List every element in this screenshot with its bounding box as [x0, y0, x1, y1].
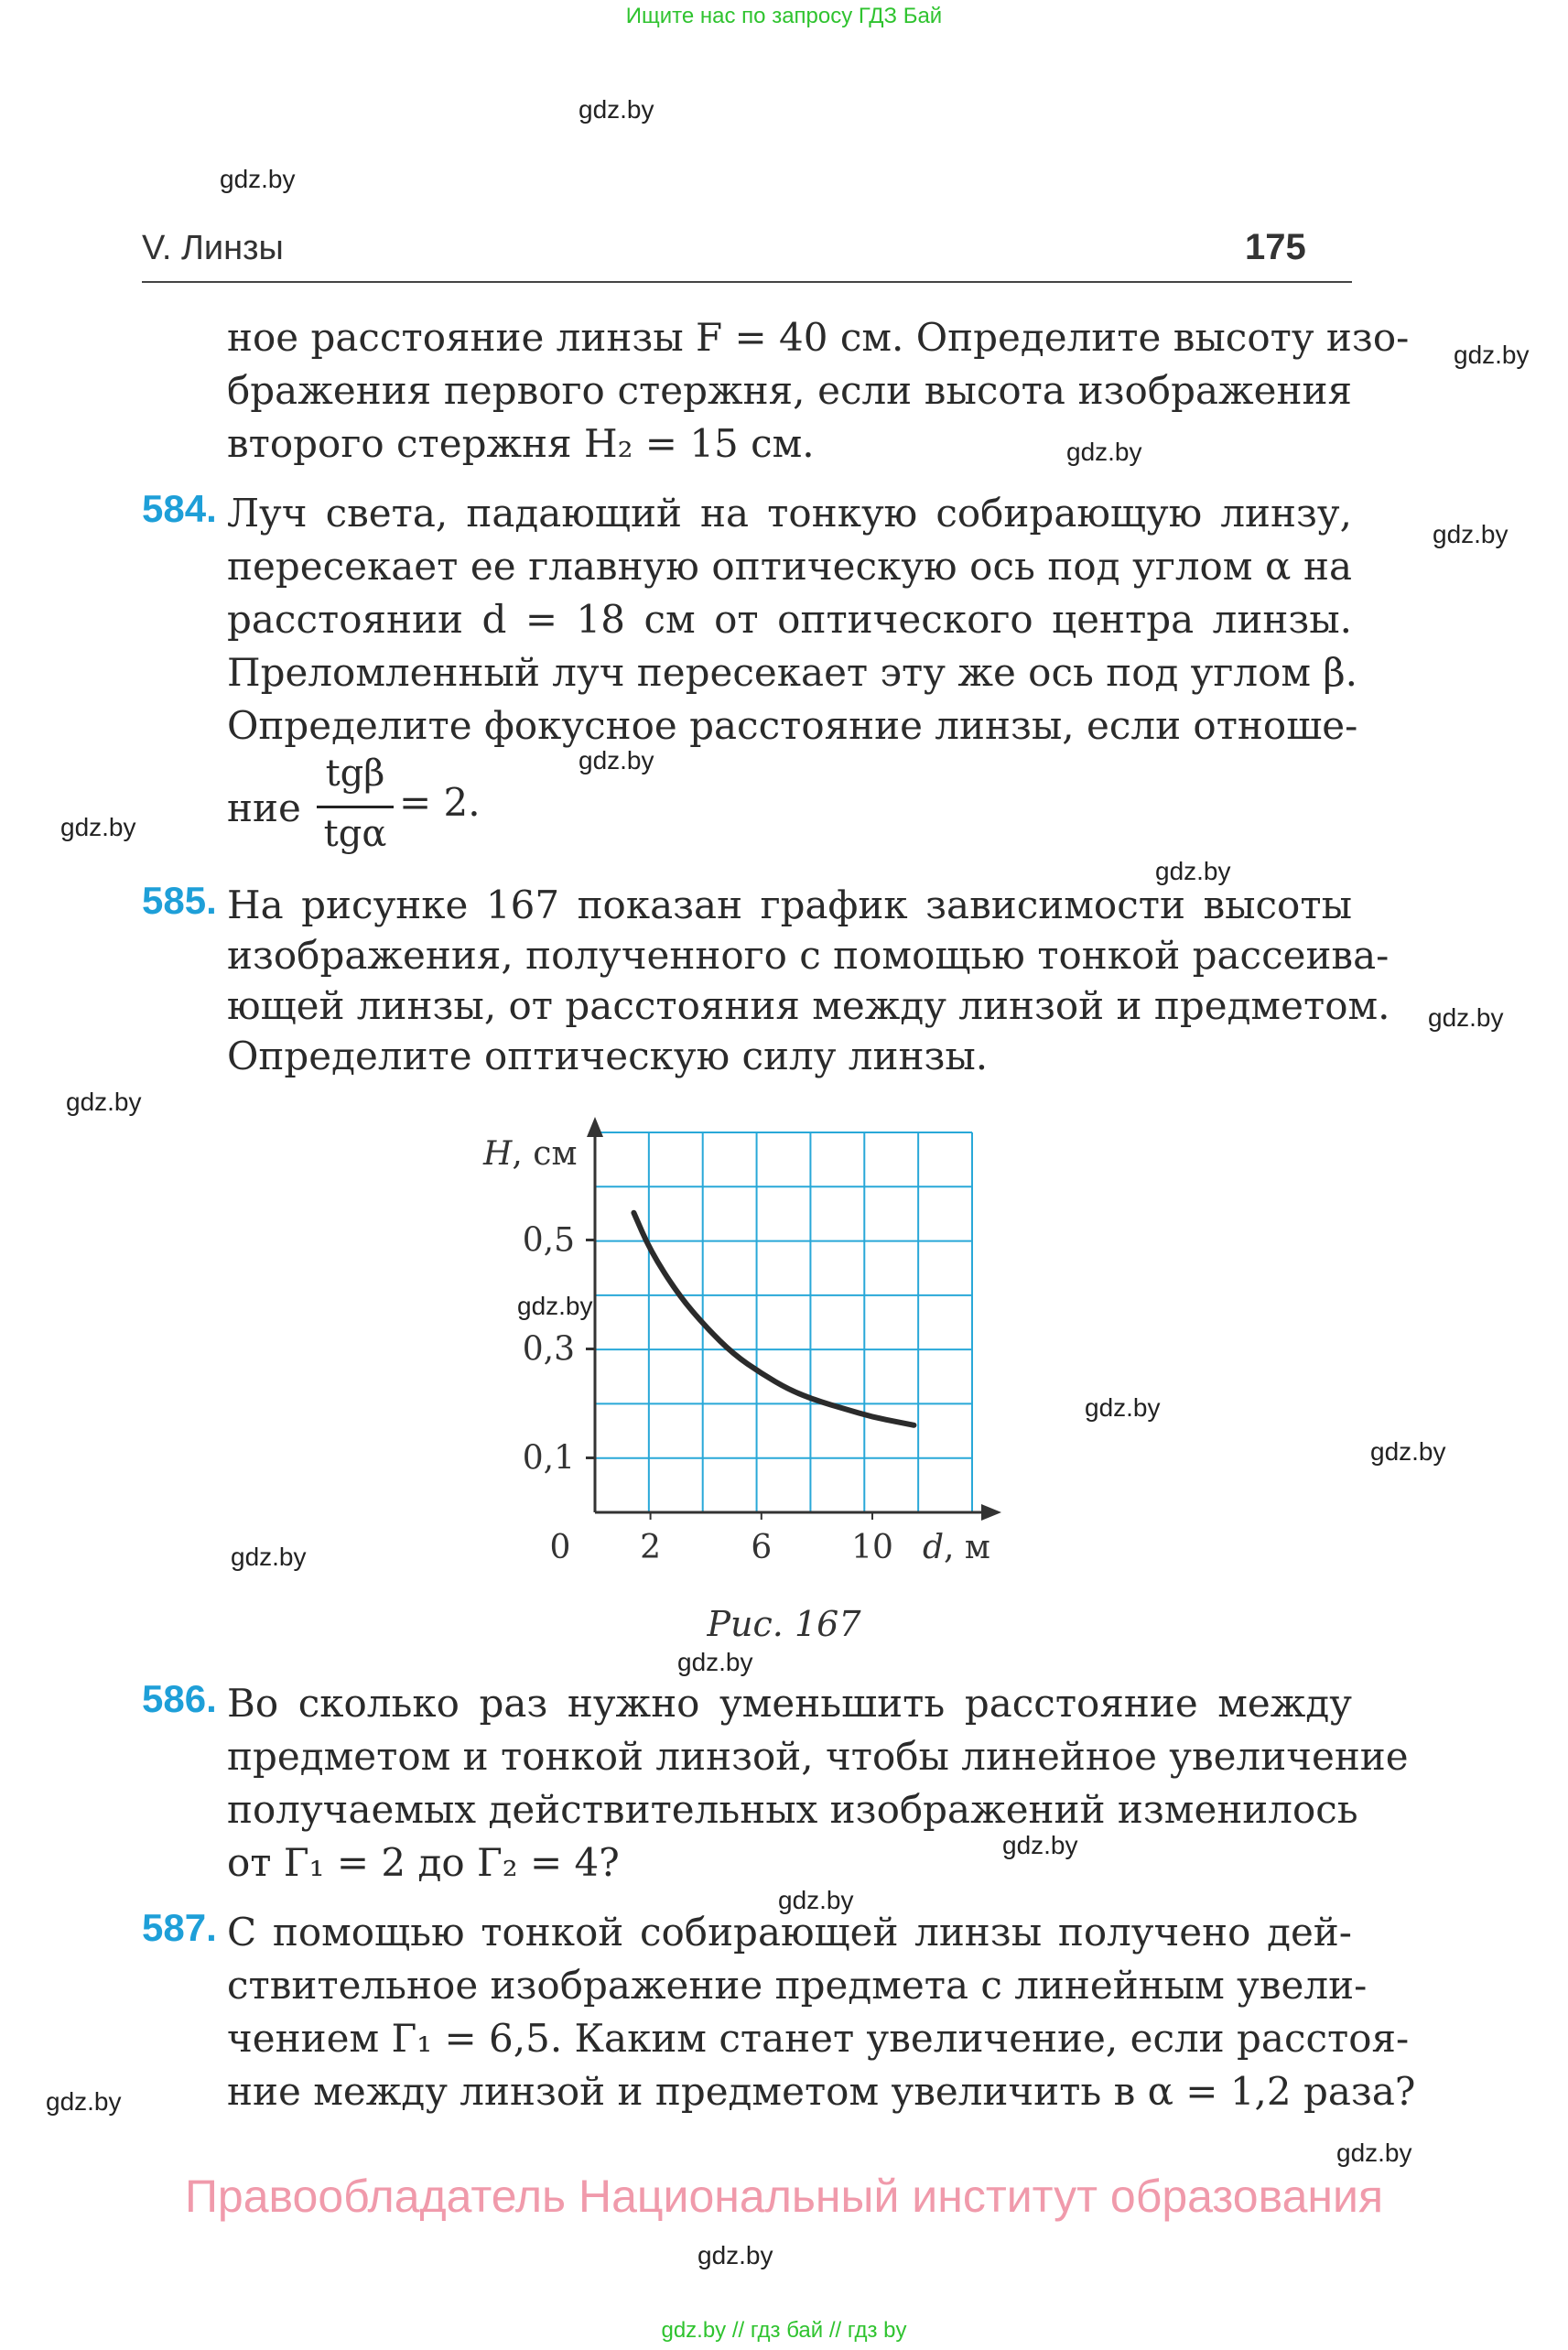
problem-number: 584. [142, 487, 217, 530]
x-axis-label: d, м [923, 1529, 990, 1566]
watermark: gdz.by [46, 2087, 122, 2116]
watermark: gdz.by [677, 1648, 753, 1676]
text-line: На рисунке 167 показан график зависимости высоты [227, 883, 1352, 927]
watermark: gdz.by [778, 1886, 854, 1914]
watermark: gdz.by [579, 95, 654, 124]
watermark: gdz.by [1336, 2139, 1412, 2167]
top-banner[interactable]: Ищите нас по запросу ГДЗ Бай [625, 4, 943, 28]
y-tick-label: 0,1 [522, 1439, 575, 1478]
watermark: gdz.by [1370, 1437, 1446, 1466]
fraction-numerator: tgβ [325, 753, 385, 795]
header-divider [142, 281, 1352, 283]
text-line: ющей линзы, от расстояния между линзой и предметом. [227, 983, 1390, 1028]
watermark: gdz.by [1066, 438, 1142, 466]
text-line: ствительное изображение предмета с линейным увели- [227, 1963, 1368, 2008]
copyright-notice: Правообладатель Национальный институт образования [184, 2171, 1384, 2222]
text-line: от Г₁ = 2 до Г₂ = 4? [227, 1840, 620, 1885]
text-line: ние [227, 785, 301, 830]
y-tick-label: 0,3 [522, 1330, 575, 1369]
watermark: gdz.by [60, 813, 136, 841]
section-title: V. Линзы [142, 229, 284, 267]
problem-number: 587. [142, 1906, 217, 1949]
text-line: расстоянии d = 18 см от оптического центра линзы. [227, 597, 1352, 642]
x-tick-label: 10 [851, 1529, 893, 1566]
data-curve [633, 1213, 914, 1425]
watermark: gdz.by [1155, 857, 1231, 885]
text-line: Преломленный луч пересекает эту же ось под углом β. [227, 650, 1358, 695]
x-tick-label: 6 [751, 1529, 773, 1566]
height-vs-distance-chart [458, 1117, 1025, 1593]
watermark: gdz.by [220, 165, 296, 193]
text-line: Определите оптическую силу линзы. [227, 1034, 989, 1078]
figure-caption: Рис. 167 [707, 1604, 861, 1644]
watermark: gdz.by [1433, 520, 1509, 548]
watermark: gdz.by [231, 1543, 307, 1571]
text-line: Определите фокусное расстояние линзы, если отноше- [227, 703, 1358, 748]
watermark: gdz.by [697, 2241, 773, 2269]
watermark: gdz.by [1454, 341, 1530, 369]
fraction-bar [317, 806, 394, 808]
y-axis-label: H, см [483, 1135, 578, 1173]
page-number: 175 [1245, 227, 1306, 267]
x-axis-arrow [981, 1504, 1001, 1521]
watermark: gdz.by [1428, 1003, 1504, 1032]
fraction-tail: = 2. [399, 780, 481, 825]
text-line: получаемых действительных изображений изменилось [227, 1787, 1358, 1832]
watermark: gdz.by [517, 1292, 593, 1320]
text-line: предметом и тонкой линзой, чтобы линейное увеличение [227, 1734, 1409, 1779]
text-line: Во сколько раз нужно уменьшить расстояние между [227, 1681, 1352, 1726]
text-line: пересекает ее главную оптическую ось под углом α на [227, 544, 1352, 589]
fraction-denominator: tgα [323, 813, 387, 855]
problem-number: 586. [142, 1677, 217, 1720]
text-line: второго стержня H₂ = 15 см. [227, 421, 815, 466]
text-line: изображения, полученного с помощью тонкой рассеива- [227, 933, 1390, 978]
watermark: gdz.by [1002, 1831, 1078, 1859]
text-line: Луч света, падающий на тонкую собирающую линзу, [227, 491, 1352, 536]
x-tick-label: 0 [549, 1529, 571, 1566]
text-line: ние между линзой и предметом увеличить в α = 1,2 раза? [227, 2069, 1416, 2114]
x-tick-label: 2 [640, 1529, 662, 1566]
text-line: ное расстояние линзы F = 40 см. Определите высоту изо- [227, 315, 1410, 360]
watermark: gdz.by [1085, 1393, 1161, 1422]
watermark: gdz.by [579, 746, 654, 774]
text-line: С помощью тонкой собирающей линзы получено дей- [227, 1910, 1352, 1955]
text-line: бражения первого стержня, если высота изображения [227, 368, 1352, 413]
y-axis-arrow [587, 1117, 603, 1137]
text-line: чением Г₁ = 6,5. Каким станет увеличение, если расстоя- [227, 2016, 1410, 2061]
y-tick-label: 0,5 [522, 1221, 575, 1260]
watermark: gdz.by [66, 1088, 142, 1116]
footer-links[interactable]: gdz.by // гдз бай // гдз by [661, 2318, 907, 2343]
problem-number: 585. [142, 879, 217, 922]
